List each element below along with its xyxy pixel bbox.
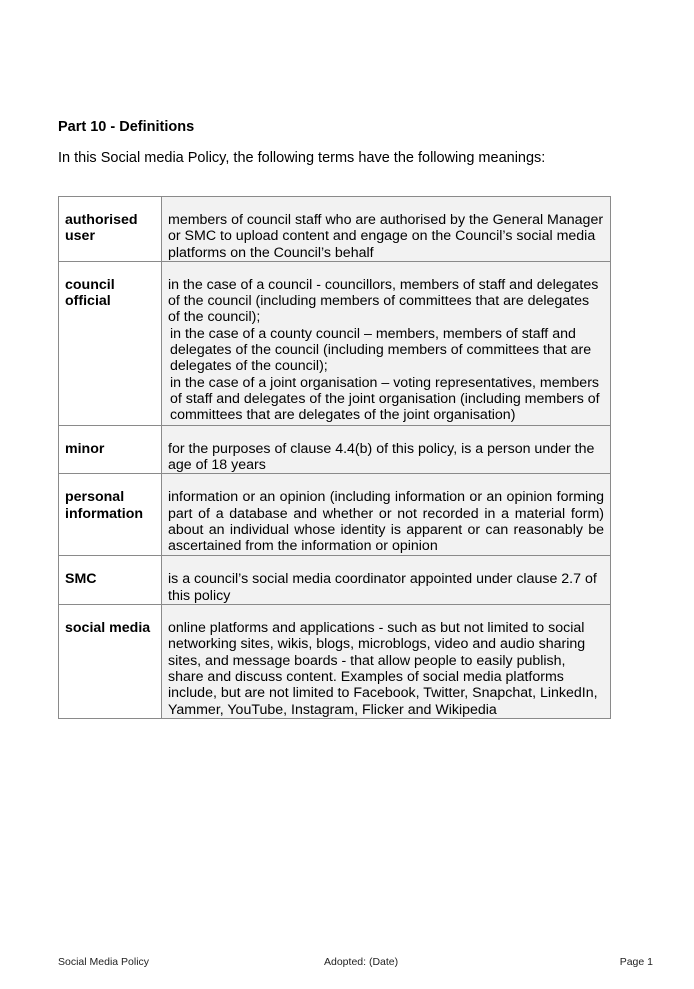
meaning-text: in the case of a council - councillors, members of staff and delegates of the council (including members of committees that are delegates of the council);: [168, 276, 599, 326]
definition-meaning: [162, 261, 611, 425]
definition-meaning: [162, 556, 611, 605]
footer-document-title: Social Media Policy: [58, 956, 150, 968]
intro-paragraph: In this Social media Policy, the following terms have the following meanings:: [58, 150, 546, 166]
definition-meaning: [162, 425, 611, 474]
definition-meaning: [162, 474, 611, 556]
meaning-text: online platforms and applications - such as but not limited to social networking sites, wikis, blogs, microblogs, video and audio sharing sites, and message boards - that allow people to easily publish, share and discuss content. Examples of social media platforms include, but are not limited to Facebook, Twitter, Snapchat, LinkedIn, Yammer, YouTube, Instagram, Flicker and Wikipedia: [168, 620, 598, 718]
definition-row: [59, 261, 611, 425]
meaning-text: members of council staff who are authorised by the General Manager or SMC to upload content and engage on the Council’s social media platforms on the Council’s behalf: [168, 212, 604, 261]
meaning-text: in the case of a joint organisation – voting representatives, members of staff and delegates of the joint organisation (including members of committees that are delegates of the joint organisation): [170, 374, 600, 424]
definitions-table: [58, 196, 611, 719]
definition-row: [59, 605, 611, 719]
definition-term: social media: [59, 605, 162, 719]
definition-term: authorised user: [59, 197, 162, 262]
definition-row: [59, 425, 611, 474]
definition-meaning: [162, 197, 611, 262]
definition-term: personal information: [59, 474, 162, 556]
meaning-text: information or an opinion (including information or an opinion forming part of a database and whether or not recorded in a material form) about an individual whose identity is apparent or can reasonably be ascertained from the information or opinion: [168, 489, 604, 555]
definition-meaning: [162, 605, 611, 719]
definition-row: [59, 197, 611, 262]
footer-adopted-date: Adopted: (Date): [324, 956, 399, 968]
definition-term: council official: [59, 261, 162, 425]
meaning-text: is a council’s social media coordinator appointed under clause 2.7 of this policy: [168, 571, 597, 604]
section-heading: Part 10 - Definitions: [58, 119, 195, 135]
definition-row: [59, 556, 611, 605]
meaning-text: for the purposes of clause 4.4(b) of this policy, is a person under the age of 18 years: [168, 440, 595, 474]
definition-term: SMC: [59, 556, 162, 605]
definition-term: minor: [59, 425, 162, 474]
meaning-text: in the case of a county council – members, members of staff and delegates of the council (including members of committees that are delegates of the council);: [170, 325, 592, 375]
footer-page-number: Page 1: [619, 956, 653, 968]
definition-row: [59, 474, 611, 556]
